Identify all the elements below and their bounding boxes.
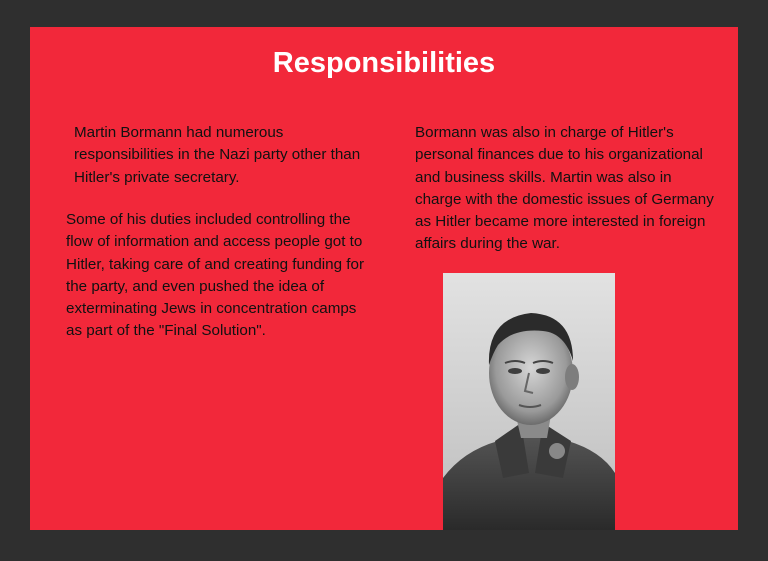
paragraph-responsibilities-intro: Martin Bormann had numerous responsibilities in the Nazi party other than Hitler's private secretary.	[74, 124, 361, 186]
paragraph-duties: Some of his duties included controlling the flow of information and access people got to Hitler, taking care of and creating funding for the party, and even pushed the idea of exterminating Jews in concentration camps as part of the "Final Solution".	[66, 211, 365, 340]
portrait-illustration	[443, 273, 615, 530]
slide-title: Responsibilities	[272, 47, 496, 79]
slide	[30, 27, 738, 530]
paragraph-finances: Bormann was also in charge of Hitler's personal finances due to his organizational and business skills. Martin was also in charge with the domestic issues of Germany as Hitler became more interested in foreign affairs during the war.	[415, 124, 714, 253]
portrait-photo	[443, 273, 615, 530]
